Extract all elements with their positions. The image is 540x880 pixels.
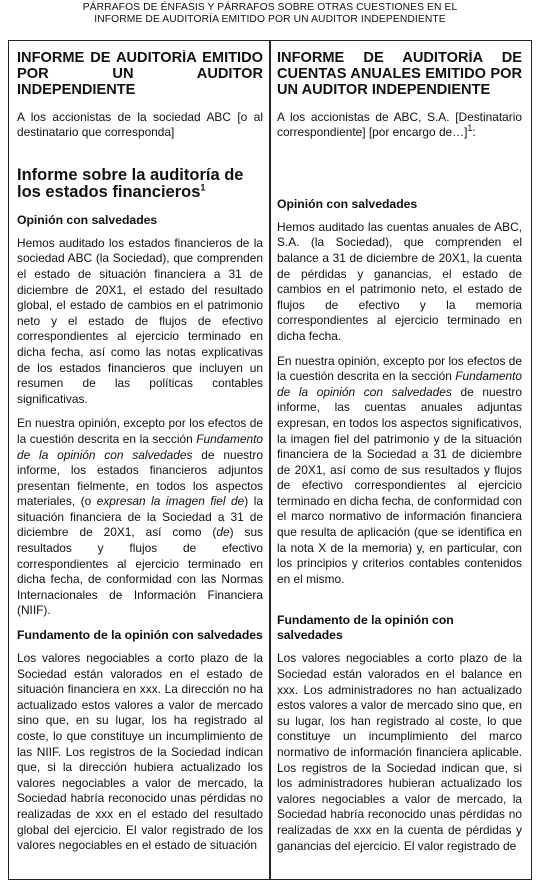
footnote-marker: 1 [200, 182, 206, 193]
left-opinion-heading: Opinión con salvedades [17, 212, 158, 227]
right-basis-heading: Fundamento de la opinión con salvedades [277, 613, 454, 643]
left-addressee: A los accionistas de la sociedad ABC [o al destinatario que corresponda] [17, 109, 263, 140]
left-opinion-paragraph-2: En nuestra opinión, excepto por los efectos de la cuestión descrita en la sección Fundamento de la opinión con salvedades de nuestro informe, los estados financieros adjuntos presentan fielmente, en todos los aspectos materiales, (o expresan la imagen fiel de) la situación financiera de la Sociedad a 31 de diciembre de 20X1, así como (de) sus resultados y flujos de efectivo correspondientes al ejercicio terminado en dicha fecha, de conformidad con las Normas Internacionales de Información Financiera (NIIF). [17, 416, 263, 618]
footnote-marker: 1 [467, 123, 473, 134]
page-header [0, 2, 540, 26]
right-opinion-heading: Opinión con salvedades [277, 196, 418, 211]
column-divider [269, 40, 271, 880]
right-addressee: A los accionistas de ABC, S.A. [Destinatario correspondiente] [por encargo de…]$^1$: [277, 109, 522, 140]
right-opinion-paragraph-2: En nuestra opinión, excepto por los efectos de la cuestión descrita en la sección Fundamento de la opinión con salvedades de nuestro informe, las cuentas anuales adjuntas expresan, en todos los aspectos significativos, la imagen fiel del patrimonio y de la situación financiera de la Sociedad a 31 de diciembre de 20X1, así como de sus resultados y flujos de efectivo correspondientes al ejercicio terminado en dicha fecha, de conformidad con el marco normativo de información financiera que resulta de aplicación (que se identifica en la nota X de la memoria) y, en particular, con los principios y criterios contables contenidos en el mismo. [277, 353, 522, 586]
left-opinion-paragraph-1: Hemos auditado los estados financieros de la sociedad ABC (la Sociedad), que comprenden el estado de situación financiera a 31 de diciembre de 20X1, el estado del resultado global, el estado de cambios en el patrimonio neto y el estado de flujos de efectivo correspondientes al ejercicio terminado en dicha fecha, así como las notas explicativas de los estados financieros que incluyen un resumen de las políticas contables significativas. [17, 235, 263, 406]
left-basis-heading: Fundamento de la opinión con salvedades [17, 628, 263, 643]
right-opinion-paragraph-1: Hemos auditado las cuentas anuales de ABC, S.A. (la Sociedad), que comprenden el balance a 31 de diciembre de 20X1, la cuenta de pérdidas y ganancias, el estado de cambios en el patrimonio neto, el estado de flujos de efectivo y la memoria correspondientes al ejercicio terminado en dicha fecha. [277, 219, 522, 343]
page-header-line-1: PÁRRAFOS DE ÉNFASIS Y PÁRRAFOS SOBRE OTRAS CUESTIONES EN EL [82, 2, 458, 13]
right-report-title: INFORME DE AUDITORÍA DE CUENTAS ANUALES EMITIDO POR UN AUDITOR INDEPENDIENTE [277, 50, 522, 99]
left-column [17, 50, 263, 872]
left-report-title: INFORME DE AUDITORÍA EMITIDO POR UN AUDITOR INDEPENDIENTE [17, 50, 263, 99]
left-basis-paragraph: Los valores negociables a corto plazo de la Sociedad están valorados en el estado de situación financiera en xxx. La dirección no ha actualizado estos valores a valor de mercado sino que, en su lugar, los ha registrado al coste, lo que constituye un incumplimiento de las NIIF. Los registros de la Sociedad indican que, si la dirección hubiera actualizado los valores negociables a valor de mercado, la Sociedad habría reconocido unas pérdidas no realizadas de xxx en el estado del resultado global del ejercicio. El valor registrado de los valores negociables en el estado de situación [17, 651, 263, 853]
left-section-title: Informe sobre la auditoría de los estados financieros$^1$ [17, 165, 244, 201]
right-basis-paragraph: Los valores negociables a corto plazo de la Sociedad están valorados en el balance en xxx. Los administradores no han actualizado estos valores a valor de mercado sino que, en su lugar, los han registrado al coste, lo que constituye un incumplimiento del marco normativo de información financiera aplicable. Los registros de la Sociedad indican que, si los administradores hubieran actualizado los valores negociables a valor de mercado, la Sociedad habría reconocido unas pérdidas no realizadas de xxx en la cuenta de pérdidas y ganancias del ejercicio. El valor registrado de [277, 651, 522, 853]
right-column [277, 50, 522, 872]
page-header-line-2: INFORME DE AUDITORÍA EMITIDO POR UN AUDITOR INDEPENDIENTE [94, 14, 446, 25]
